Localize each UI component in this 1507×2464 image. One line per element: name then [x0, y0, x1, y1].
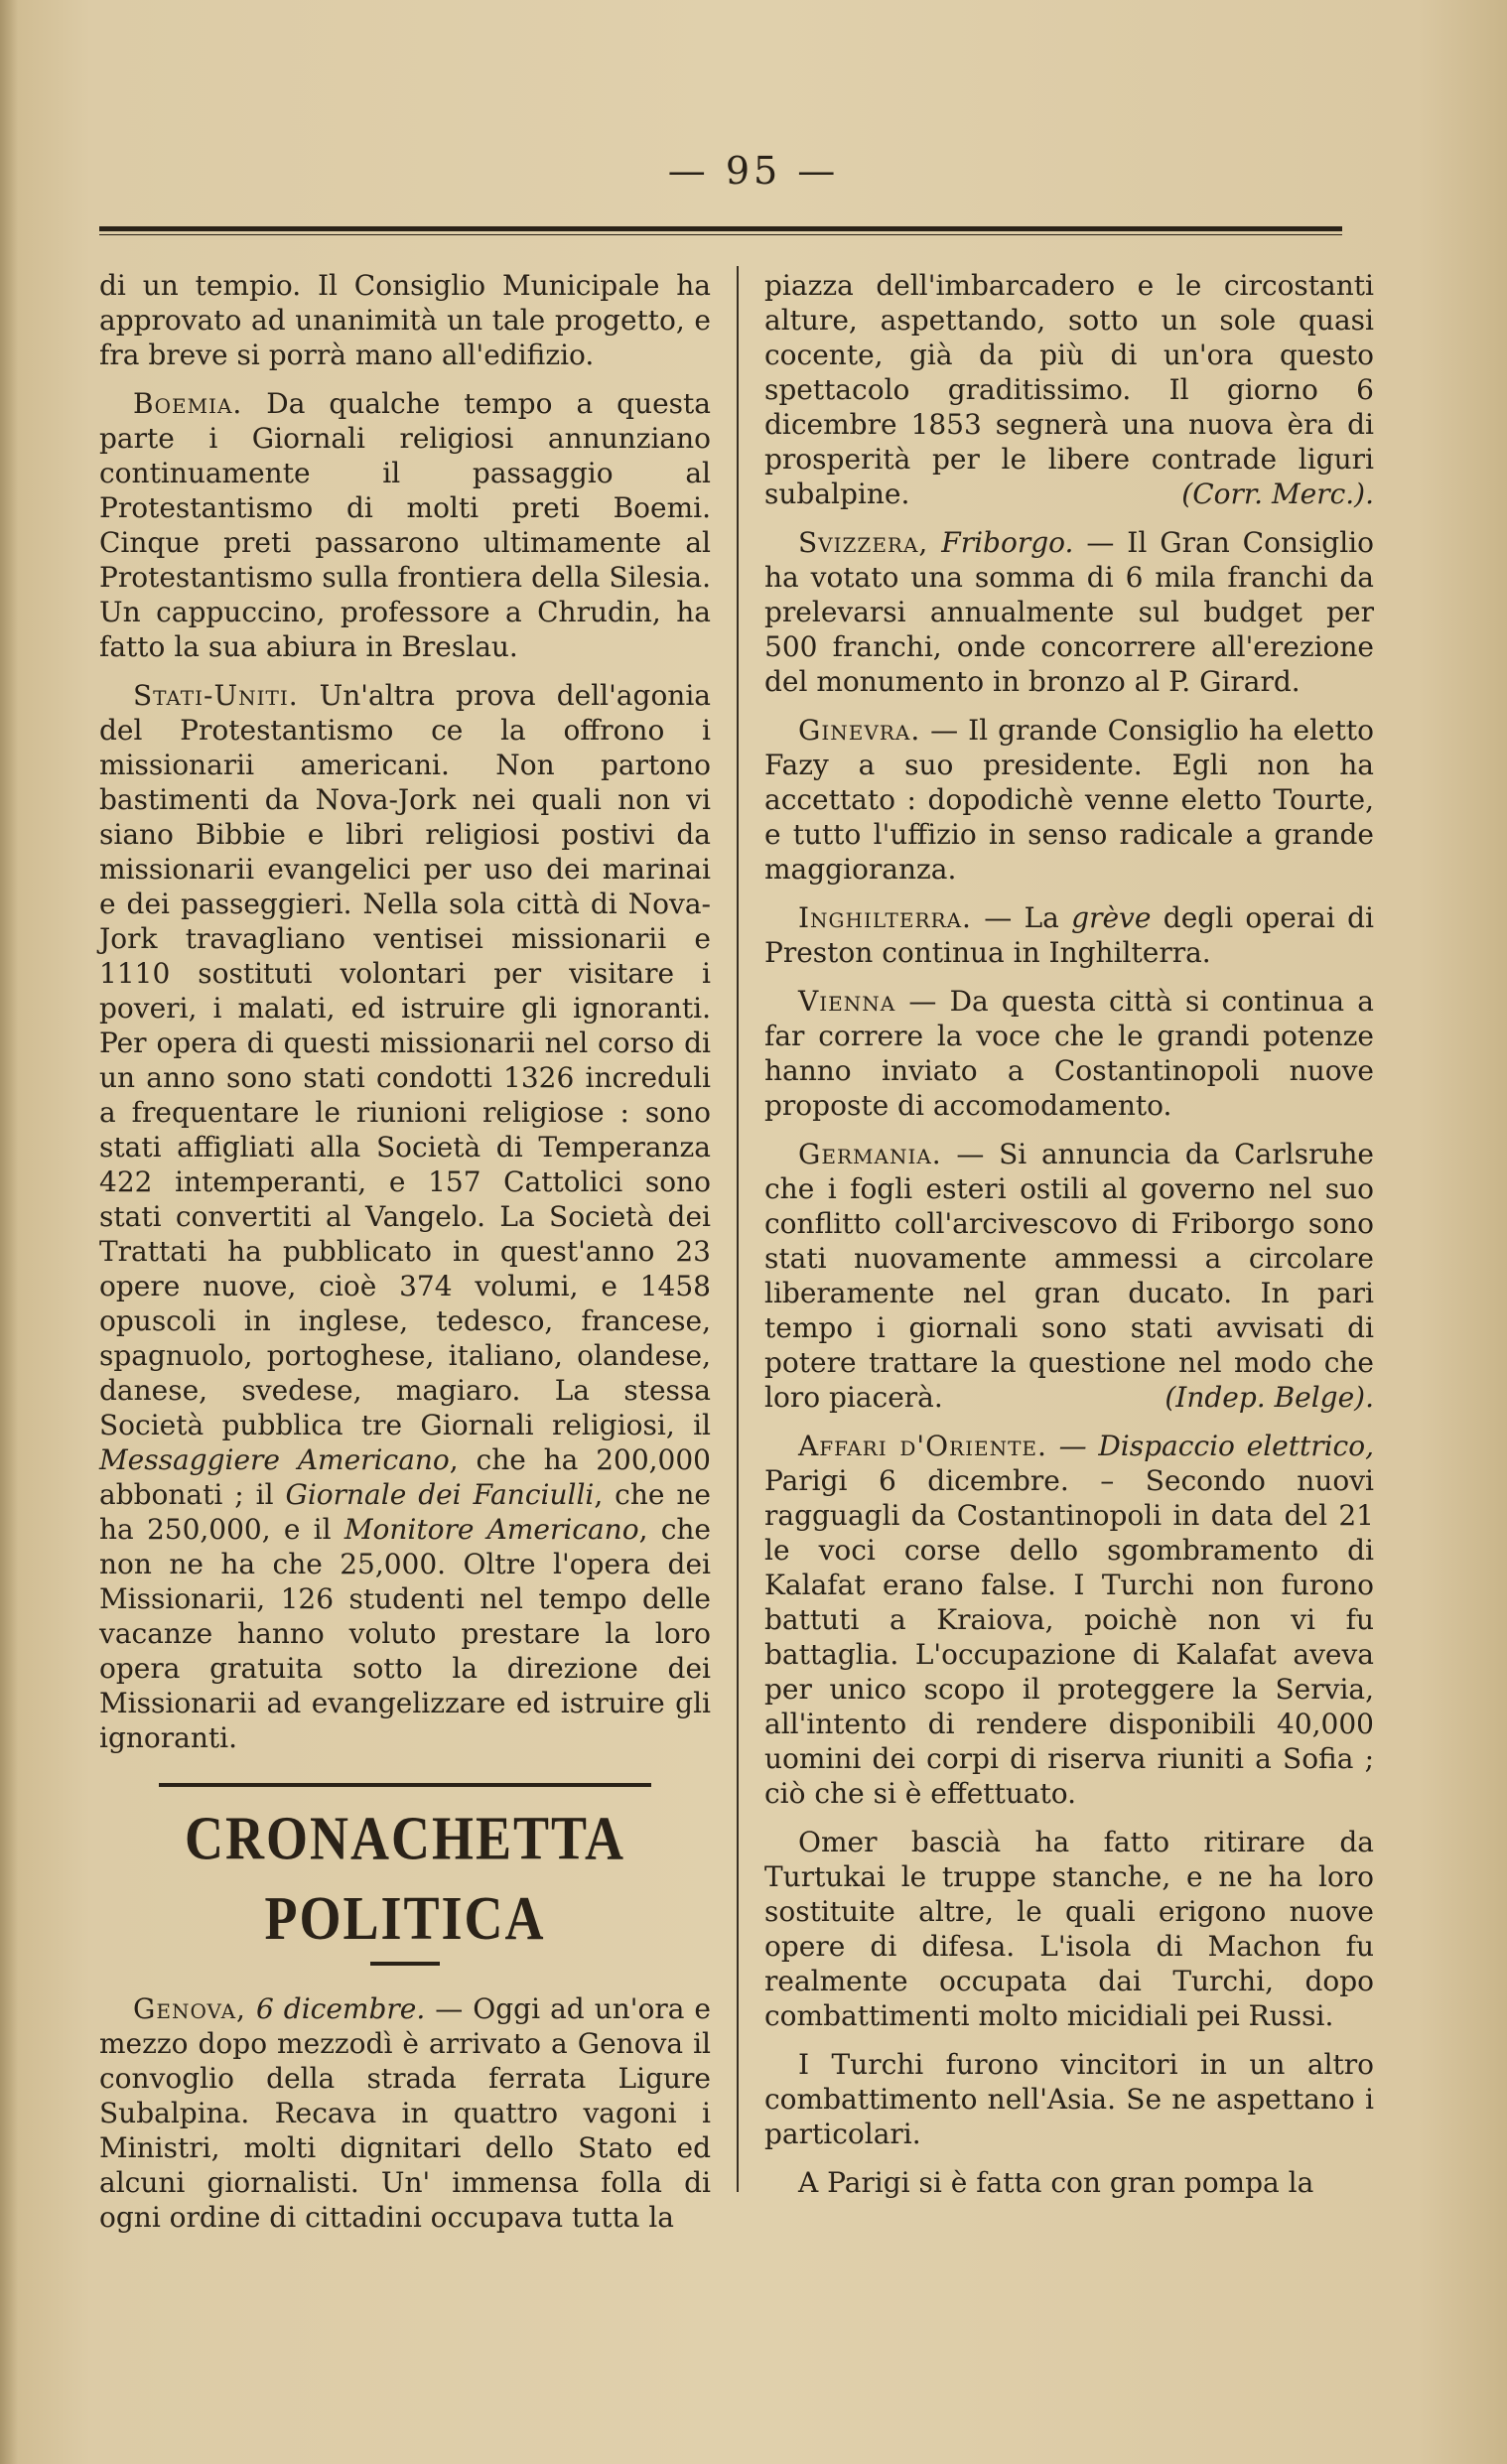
- article-heading: Boemia.: [133, 387, 243, 420]
- article-affari-oriente: [764, 1429, 1374, 1811]
- article-text: — Oggi ad un'ora e mezzo dopo mezzodì è arrivato a Genova il convoglio della strada ferrata Ligure Subalpina. Recava in quattro vagoni i Ministri, molti dignitari dello Stato ed alcuni giornalisti. Un' immensa folla di ogni ordine di cittadini occupava tutta la: [99, 1992, 711, 2234]
- article-heading: Affari d'Oriente.: [798, 1430, 1047, 1462]
- article-heading: Germania.: [798, 1138, 942, 1170]
- article-source: (Indep. Belge).: [1164, 1381, 1374, 1414]
- paragraph-text: I Turchi furono vincitori in un altro combattimento nell'Asia. Se ne aspettano i particolari.: [764, 2048, 1374, 2150]
- left-column: [99, 268, 711, 2249]
- article-place: Friborgo.: [941, 526, 1074, 559]
- article-text: piazza dell'imbarcadero e le circostanti alture, aspettando, sotto un sole quasi cocente, già da più di un'ora questo spettacolo graditissimo. Il giorno 6 dicembre 1853 segnerà una nuova èra di prosperità per le libere contrade liguri subalpine.: [764, 269, 1374, 510]
- article-subheading: — Dispaccio elettrico,: [1046, 1430, 1374, 1462]
- article-stati-uniti: [99, 678, 711, 1755]
- article-heading: Svizzera,: [798, 526, 929, 559]
- article-text: degli operai di Preston continua in Inghilterra.: [764, 901, 1374, 969]
- article-date: 6 dicembre.: [255, 1992, 426, 2025]
- paragraph-text: di un tempio. Il Consiglio Municipale ha approvato ad unanimità un tale progetto, e fra breve si porrà mano all'edifizio.: [99, 269, 711, 371]
- article-text: — Il Gran Consiglio ha votato una somma di 6 mila franchi da prelevarsi annualmente sul budget per 500 franchi, onde concorrere all'erezione del monumento in bronzo al P. Girard.: [764, 526, 1374, 698]
- page-number: — 95 —: [667, 149, 840, 193]
- article-heading: Genova,: [133, 1992, 246, 2025]
- article-source: (Corr. Merc.).: [1181, 478, 1374, 510]
- header-rule: [99, 226, 1342, 235]
- article-germania: [764, 1137, 1374, 1415]
- article-text: Parigi 6 dicembre. – Secondo nuovi ragguagli da Costantinopoli in data del 21 le voci corse dello sgombramento di Kalafat erano false. I Turchi non furono battuti a Kraiova, poichè non vi fu battaglia. L'occupazione di Kalafat aveva per unico scopo il proteggere la Servia, all'intento di rendere disponibili 40,000 uomini dei corpi di riserva riuniti a Sofia ; ciò che si è effettuato.: [764, 1464, 1374, 1810]
- article-text: Un'altra prova dell'agonia del Protestantismo ce la offrono i missionarii americani. Non partono bastimenti da Nova-Jork nei quali non vi siano Bibbie e libri religiosi postivi da missionarii evangelici per uso dei marinai e dei passeggieri. Nella sola città di Nova-Jork travagliano ventisei missionarii e 1110 sostituti volontari per visitare i poveri, i malati, ed istruire gli ignoranti. Per opera di questi missionarii nel corso di un anno sono stati condotti 1326 increduli a frequentare le riunioni religiose : sono stati affigliati alla Società di Temperanza 422 intemperanti, e 157 Cattolici sono stati convertiti al Vangelo. La Società dei Trattati ha pubblicato in quest'anno 23 opere nuove, cioè 374 volumi, e 1458 opuscoli in inglese, tedesco, francese, spagnuolo, portoghese, italiano, olandese, danese, svedese, magiaro. La stessa Società pubblica tre Giornali religiosi, il: [99, 679, 711, 1441]
- paragraph-text: Omer bascià ha fatto ritirare da Turtukai le truppe stanche, e ne ha loro sostituite altre, le quali erigono nuove opere di difesa. L'isola di Machon fu realmente occupata dai Turchi, dopo combattimenti molto micidiali pei Russi.: [764, 1826, 1374, 2032]
- article-text: — Si annuncia da Carlsruhe che i fogli esteri ostili al governo nel suo conflitto coll'arcivescovo di Friborgo sono stati nuovamente ammessi a circolare liberamente nel gran ducato. In pari tempo i giornali sono stati avvisati di potere trattare la questione nel modo che loro piacerà.: [764, 1138, 1374, 1414]
- paragraph-text: A Parigi si è fatta con gran pompa la: [798, 2166, 1314, 2199]
- page-spine-shadow: [0, 0, 18, 2464]
- newspaper-title: Monitore Americano: [343, 1513, 639, 1546]
- article-genova: [99, 1991, 711, 2235]
- paragraph: [764, 1825, 1374, 2033]
- article-text: , che ne ha 250,000, e il: [99, 1478, 711, 1546]
- article-text: — Il grande Consiglio ha eletto Fazy a suo presidente. Egli non ha accettato : dopodichè venne eletto Tourte, e tutto l'uffizio in senso radicale a grande maggioranza.: [764, 714, 1374, 886]
- article-ginevra: [764, 713, 1374, 887]
- article-inghilterra: [764, 900, 1374, 970]
- section-short-rule: [370, 1962, 440, 1966]
- paragraph: [764, 2165, 1374, 2200]
- newspaper-title: Messaggiere Americano: [99, 1443, 450, 1476]
- newspaper-title: Giornale dei Fanciulli: [285, 1478, 595, 1511]
- article-svizzera: [764, 525, 1374, 699]
- article-genova-continued: [764, 268, 1374, 511]
- article-heading: Ginevra.: [798, 714, 921, 747]
- right-column: [764, 268, 1374, 2214]
- article-text: , che ha 200,000 abbonati ; il: [99, 1443, 711, 1511]
- article-text: , che non ne ha che 25,000. Oltre l'opera dei Missionarii, 126 studenti nel tempo delle vacanze hanno voluto prestare la loro opera gratuita sotto la direzione dei Missionarii ad evangelizzare ed istruire gli ignoranti.: [99, 1513, 711, 1754]
- article-boemia: [99, 386, 711, 664]
- article-heading: Inghilterra.: [798, 901, 972, 934]
- article-text: — La: [971, 901, 1072, 934]
- paragraph-continuation: [99, 268, 711, 372]
- article-vienna: [764, 984, 1374, 1123]
- article-text: — Da questa città si continua a far correre la voce che le grandi potenze hanno inviato a Costantinopoli nuove proposte di accomodamento.: [764, 985, 1374, 1122]
- article-heading: Stati-Uniti.: [133, 679, 299, 712]
- column-divider: [737, 266, 739, 2192]
- paragraph: [764, 2047, 1374, 2151]
- section-title: CRONACHETTA POLITICA: [184, 1804, 626, 1953]
- article-heading: Vienna: [798, 985, 896, 1018]
- section-rule: [159, 1783, 651, 1787]
- italic-word: grève: [1071, 901, 1152, 934]
- article-text: Da qualche tempo a questa parte i Giornali religiosi annunziano continuamente il passaggio al Protestantismo di molti preti Boemi. Cinque preti passarono ultimamente al Protestantismo sulla frontiera della Silesia. Un cappuccino, professore a Chrudin, ha fatto la sua abiura in Breslau.: [99, 387, 711, 663]
